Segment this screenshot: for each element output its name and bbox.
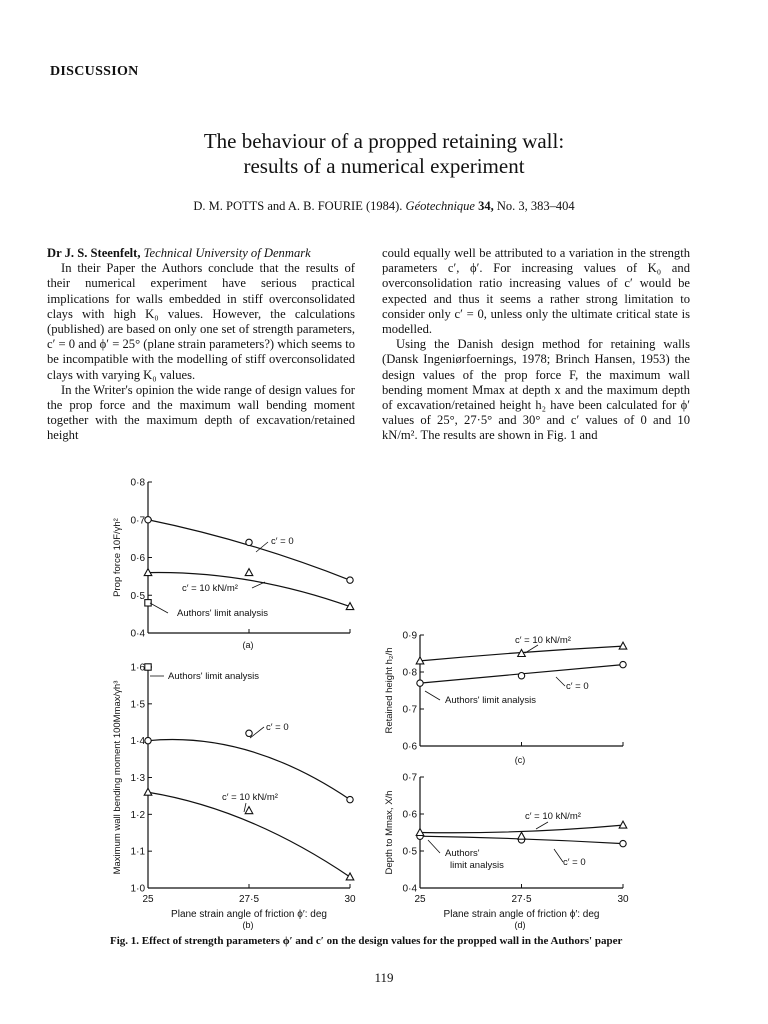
y-tick-label: 0·9 — [402, 630, 417, 642]
data-point-circle — [347, 796, 353, 802]
data-point-triangle — [144, 788, 152, 795]
series-label-c10: c′ = 10 kN/m² — [515, 635, 571, 646]
series-line — [148, 740, 350, 800]
byline-authors: D. M. POTTS and A. B. FOURIE (1984). — [193, 199, 403, 213]
series-line — [148, 572, 350, 606]
leader-line — [244, 803, 246, 812]
data-point-circle — [246, 539, 252, 545]
data-point-circle — [417, 680, 423, 686]
figure-1 — [0, 470, 768, 930]
panel-label: (b) — [242, 920, 254, 930]
y-tick-label: 0·5 — [402, 846, 417, 858]
authors-limit-label: Authors' limit analysis — [168, 671, 260, 682]
x-tick-label: 27·5 — [238, 894, 260, 905]
page-number: 119 — [374, 970, 394, 985]
data-point-circle — [347, 577, 353, 583]
y-tick-label: 1·4 — [130, 736, 145, 748]
y-tick-label: 0·5 — [130, 590, 145, 602]
y-axis-label: Maximum wall bending moment 100Mmax/γh³ — [112, 680, 123, 875]
data-point-circle — [145, 517, 151, 523]
y-tick-label: 1·6 — [130, 662, 145, 674]
leader-line — [554, 849, 563, 862]
article-title-line2: results of a numerical experiment — [243, 154, 525, 178]
y-tick-label: 1·0 — [130, 883, 145, 895]
leader-line — [556, 677, 565, 686]
y-tick-label: 1·2 — [130, 809, 145, 821]
leader-line — [428, 840, 440, 853]
right-column — [382, 246, 690, 444]
series-label-c10: c′ = 10 kN/m² — [525, 811, 581, 822]
panel-label: (a) — [242, 640, 254, 650]
series-line — [148, 792, 350, 877]
authors-limit-marker — [145, 664, 151, 670]
x-tick-label: 25 — [142, 894, 154, 905]
authors-limit-label: Authors' limit analysis — [177, 608, 269, 619]
leader-line — [150, 603, 168, 613]
data-point-triangle — [346, 873, 354, 880]
series-label-c0: c′ = 0 — [563, 857, 586, 868]
y-axis-label: Depth to Mmax, X/h — [384, 790, 395, 875]
y-axis-label: Retained height h₂/h — [384, 647, 395, 734]
right-paragraph-1: could equally well be attributed to a variation in the strength parameters c′, ϕ′. For increasing values of K₀ and overconsolidation ratio increasing values of c′ would be expected and thus it seems a rather strong limitation to consider only c′ = 0, unless only the ultimate critical state is modelled. — [382, 246, 690, 337]
y-tick-label: 0·7 — [130, 515, 145, 527]
data-point-circle — [518, 673, 524, 679]
leader-line — [425, 691, 440, 700]
y-tick-label: 0·7 — [402, 772, 417, 784]
y-tick-label: 0·4 — [402, 883, 417, 895]
y-tick-label: 1·3 — [130, 773, 145, 784]
byline-journal: Géotechnique — [405, 199, 475, 213]
data-point-triangle — [619, 642, 627, 649]
data-point-circle — [620, 840, 626, 846]
y-tick-label: 1·5 — [130, 699, 145, 711]
x-tick-label: 30 — [344, 894, 356, 905]
data-point-circle — [145, 737, 151, 743]
series-label-c0: c′ = 0 — [566, 681, 589, 692]
leader-line — [252, 582, 265, 588]
panel-label: (c) — [514, 755, 526, 765]
left-column — [47, 246, 355, 444]
y-axis-label: Prop force 10F/γh² — [112, 518, 123, 597]
panel-label: (d) — [514, 920, 526, 930]
x-axis-label: Plane strain angle of friction ϕ′: deg — [443, 909, 600, 920]
y-tick-label: 0·6 — [402, 741, 417, 753]
data-point-triangle — [245, 807, 253, 814]
leader-line — [536, 822, 548, 829]
y-tick-label: 0·8 — [130, 477, 145, 489]
data-point-circle — [246, 730, 252, 736]
y-tick-label: 0·4 — [130, 628, 145, 640]
section-label: DISCUSSION — [50, 64, 139, 79]
data-point-triangle — [518, 832, 526, 839]
y-tick-label: 0·6 — [130, 553, 145, 564]
figure-caption: Fig. 1. Effect of strength parameters ϕ′ and c′ on the design values for the propped wall in the Authors' paper — [110, 935, 623, 947]
data-point-triangle — [619, 821, 627, 828]
byline-issue: No. 3, 383–404 — [496, 199, 575, 213]
y-tick-label: 0·8 — [402, 667, 417, 679]
series-label-c0: c′ = 0 — [266, 722, 289, 733]
series-label-c10: c′ = 10 kN/m² — [222, 792, 278, 803]
authors-limit-label: Authors' limit analysis — [445, 695, 537, 706]
y-tick-label: 0·7 — [402, 704, 417, 716]
x-tick-label: 30 — [617, 894, 629, 905]
left-paragraph-2: In the Writer's opinion the wide range of design values for the prop force and the maximum wall bending moment together with the maximum depth of excavation/retained height — [47, 382, 355, 443]
article-title-line1: The behaviour of a propped retaining wall: — [203, 129, 565, 153]
series-label-c0: c′ = 0 — [271, 536, 294, 547]
x-tick-label: 27·5 — [511, 894, 532, 905]
right-paragraph-2: Using the Danish design method for retaining walls (Dansk Ingeniørfoernings, 1978; Brinch Hansen, 1953) the design values of the prop force F, the maximum wall bending moment Mmax at depth x and the maximum depth of excavation/retained height h₂ have been calculated for ϕ′ values of 25°, 27·5° and 30° and c′ values of 0 and 10 kN/m². The results are shown in Fig. 1 and — [382, 337, 690, 443]
x-axis-label: Plane strain angle of friction ϕ′: deg — [171, 909, 327, 920]
figure-charts — [112, 478, 629, 931]
y-tick-label: 0·6 — [402, 809, 417, 821]
discussant-affiliation: Technical University of Denmark — [143, 246, 311, 260]
data-point-triangle — [245, 569, 253, 576]
discussant-name: Dr J. S. Steenfelt, — [47, 246, 141, 260]
article-byline — [0, 199, 768, 214]
left-paragraph-1: In their Paper the Authors conclude that the results of their numerical experiment have serious practical implications for walls embedded in stiff overconsolidated clays with high K₀ values. However, the calculations (published) are based on only one set of strength parameters, c′ = 0 and ϕ′ = 25° (plane strain parameters?) which seems to be incompatible with the modelling of stiff overconsolidated clays with varying K₀ values. — [47, 261, 355, 382]
authors-limit-label: Authors' — [445, 848, 480, 859]
authors-limit-label: limit analysis — [450, 860, 504, 871]
byline-volume: 34, — [478, 199, 494, 213]
y-tick-label: 1·1 — [130, 846, 145, 858]
data-point-circle — [620, 661, 626, 667]
series-label-c10: c′ = 10 kN/m² — [182, 583, 238, 594]
x-tick-label: 25 — [414, 894, 426, 905]
